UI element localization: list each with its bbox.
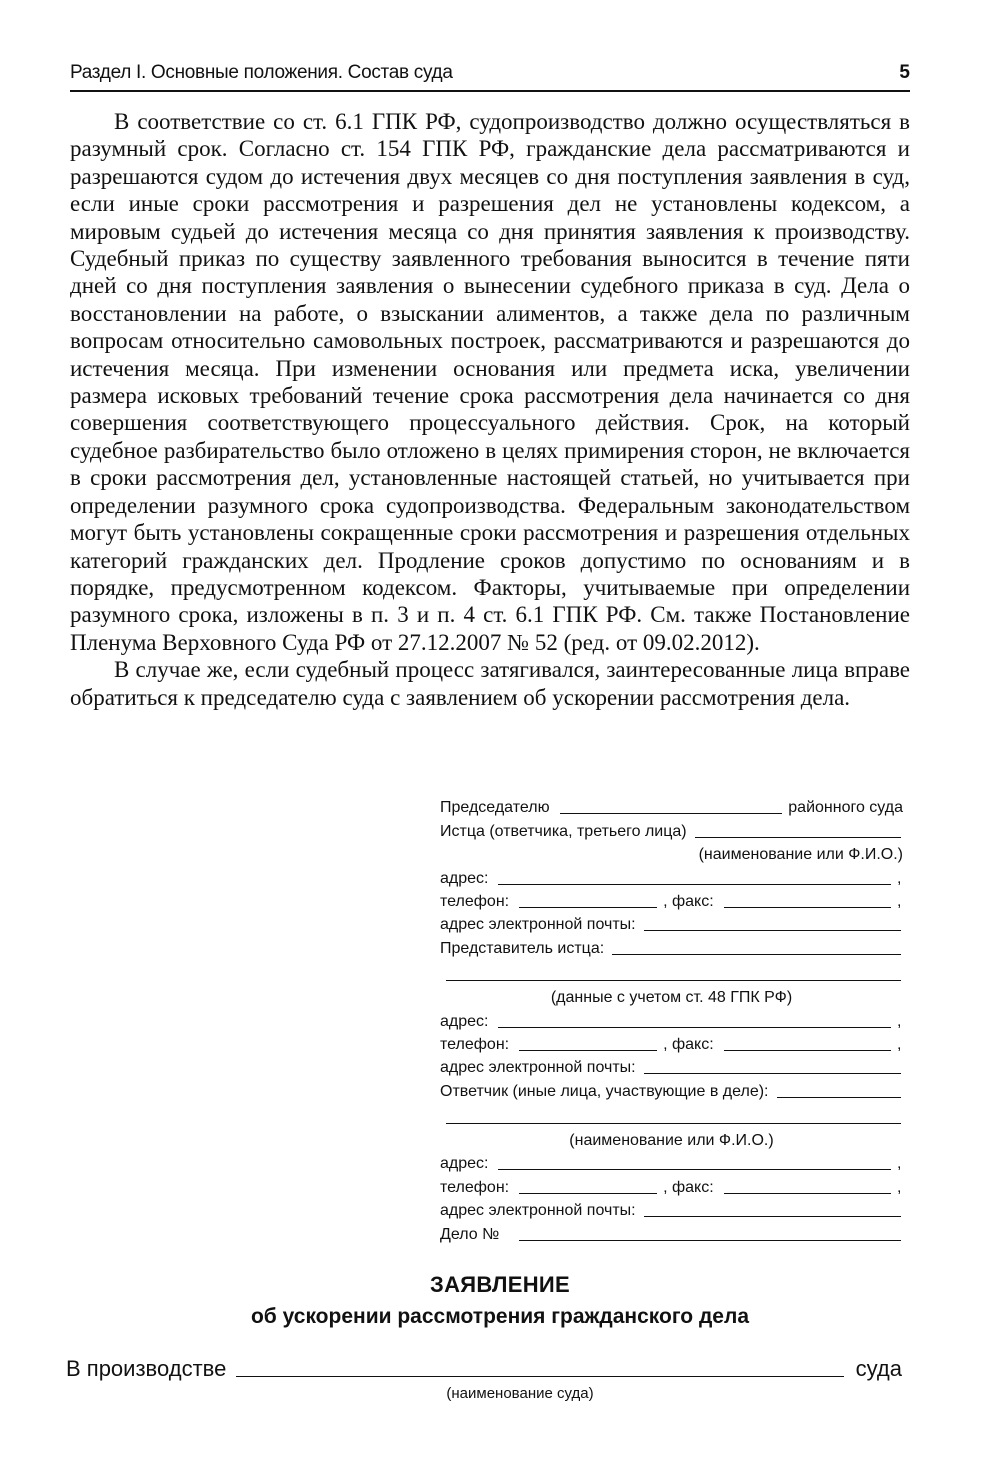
representative-fax-label: , факс:	[663, 1035, 714, 1053]
representative-field[interactable]	[612, 954, 901, 955]
production-tail: суда	[855, 1356, 902, 1381]
defendant-fax-field[interactable]	[724, 1193, 891, 1194]
plaintiff-phone-field[interactable]	[519, 907, 657, 908]
body-text	[70, 108, 910, 711]
defendant-phone-label: телефон:	[440, 1178, 510, 1196]
form-row-representative-line2	[440, 960, 903, 986]
form-row-representative	[440, 936, 903, 959]
representative-fax-field[interactable]	[724, 1050, 891, 1051]
representative-address-label: адрес:	[440, 1012, 489, 1030]
form-row-representative-email	[440, 1056, 903, 1079]
representative-fax-comma: ,	[897, 1035, 902, 1053]
representative-label: Представитель истца:	[440, 939, 605, 957]
form-row-representative-hint	[440, 986, 903, 1009]
form-row-plaintiff-email	[440, 913, 903, 936]
chairman-tail: районного суда	[788, 799, 903, 817]
plaintiff-address-label: адрес:	[440, 869, 489, 887]
form-row-plaintiff-phone	[440, 890, 903, 913]
representative-email-field[interactable]	[644, 1073, 901, 1074]
court-name-field[interactable]	[236, 1376, 843, 1377]
form-row-representative-phone	[440, 1033, 903, 1056]
plaintiff-address-field[interactable]	[498, 884, 891, 885]
defendant-address-comma: ,	[897, 1155, 902, 1173]
form-row-defendant-hint	[440, 1129, 903, 1152]
defendant-email-field[interactable]	[644, 1216, 901, 1217]
defendant-fax-comma: ,	[897, 1178, 902, 1196]
representative-address-comma: ,	[897, 1012, 902, 1030]
form-row-chairman	[440, 796, 903, 819]
representative-phone-label: телефон:	[440, 1035, 510, 1053]
form-row-defendant-address	[440, 1152, 903, 1175]
production-line	[66, 1352, 902, 1382]
application-form-header	[440, 796, 903, 1246]
page-number: 5	[899, 62, 910, 83]
defendant-field[interactable]	[777, 1097, 902, 1098]
form-row-defendant-line2	[440, 1103, 903, 1129]
defendant-name-hint: (наименование или Ф.И.О.)	[569, 1132, 774, 1150]
form-row-plaintiff-address	[440, 866, 903, 889]
representative-address-field[interactable]	[498, 1027, 891, 1028]
court-name-caption: (наименование суда)	[446, 1385, 594, 1402]
case-number-label: Дело №	[440, 1225, 500, 1243]
case-number-field[interactable]	[519, 1240, 901, 1241]
defendant-address-field[interactable]	[498, 1169, 891, 1170]
defendant-fax-label: , факс:	[663, 1178, 714, 1196]
form-row-defendant	[440, 1079, 903, 1102]
defendant-label: Ответчик (иные лица, участвующие в деле):	[440, 1082, 769, 1100]
form-row-representative-address	[440, 1009, 903, 1032]
representative-email-label: адрес электронной почты:	[440, 1059, 636, 1077]
form-row-plaintiff	[440, 819, 903, 842]
production-label: В производстве	[66, 1356, 227, 1381]
plaintiff-email-field[interactable]	[644, 930, 901, 931]
defendant-email-label: адрес электронной почты:	[440, 1202, 636, 1220]
defendant-phone-field[interactable]	[519, 1193, 657, 1194]
representative-hint: (данные с учетом ст. 48 ГПК РФ)	[550, 989, 793, 1007]
plaintiff-label: Истца (ответчика, третьего лица)	[440, 822, 687, 840]
plaintiff-fax-comma: ,	[897, 892, 902, 910]
plaintiff-fax-label: , факс:	[663, 892, 714, 910]
body-paragraph-1: В соответствие со ст. 6.1 ГПК РФ, судопроизводство должно осуществляться в разумный срок. Согласно ст. 154 ГПК РФ, гражданские дела рассматриваются и разрешаются судом до истечения двух месяцев со дня поступления заявления в суд, если иные сроки рассмотрения и разрешения дел не установлены кодексом, а мировым судьей до истечения месяца со дня принятия заявления к производству. Судебный приказ по существу заявленного требования выносится в течение пяти дней со дня поступления заявления о вынесении судебного приказа в суд. Дела о восстановлении на работе, о взыскании алиментов, а также дела по различным вопросам относительно самовольных построек, рассматриваются и разрешаются до истечения месяца. При изменении основания или предмета иска, увеличении размера исковых требований течение срока рассмотрения дела начинается со дня совершения соответствующего процессуального действия. Срок, на который судебное разбирательство было отложено в целях примирения сторон, не включается в сроки рассмотрения дел, установленные настоящей статьей, но учитывается при определении разумного срока судопроизводства. Федеральным законодательством могут быть установлены сокращенные сроки рассмотрения и разрешения отдельных категорий гражданских дел. Продление сроков допустимо по основаниям и в порядке, предусмотренном кодексом. Факторы, учитываемые при определении разумного срока, изложены в п. 3 и п. 4 ст. 6.1 ГПК РФ. См. также Постановление Пленума Верховного Суда РФ от 27.12.2007 № 52 (ред. от 09.02.2012).	[70, 109, 910, 655]
plaintiff-email-label: адрес электронной почты:	[440, 916, 636, 934]
defendant-address-label: адрес:	[440, 1155, 489, 1173]
defendant-field-line2[interactable]	[446, 1123, 901, 1124]
representative-phone-field[interactable]	[519, 1050, 657, 1051]
document-subtitle: об ускорении рассмотрения гражданского дела	[250, 1305, 749, 1328]
plaintiff-name-hint: (наименование или Ф.И.О.)	[698, 846, 903, 864]
document-title: ЗАЯВЛЕНИЕ	[429, 1272, 570, 1297]
representative-field-line2[interactable]	[446, 980, 901, 981]
chairman-label: Председателю	[440, 799, 550, 817]
form-row-defendant-phone	[440, 1175, 903, 1198]
section-title: Раздел I. Основные положения. Состав суда	[70, 62, 453, 83]
body-paragraph-2: В случае же, если судебный процесс затягивался, заинтересованные лица вправе обратиться к председателю суда с заявлением об ускорении рассмотрения дела.	[70, 657, 910, 710]
running-header	[70, 62, 910, 92]
plaintiff-fax-field[interactable]	[724, 907, 891, 908]
chairman-court-field[interactable]	[560, 813, 783, 814]
plaintiff-address-comma: ,	[897, 869, 902, 887]
form-row-defendant-email	[440, 1199, 903, 1222]
plaintiff-phone-label: телефон:	[440, 892, 510, 910]
form-row-plaintiff-hint	[440, 843, 903, 866]
form-row-case-number	[440, 1222, 903, 1245]
plaintiff-field[interactable]	[695, 837, 901, 838]
